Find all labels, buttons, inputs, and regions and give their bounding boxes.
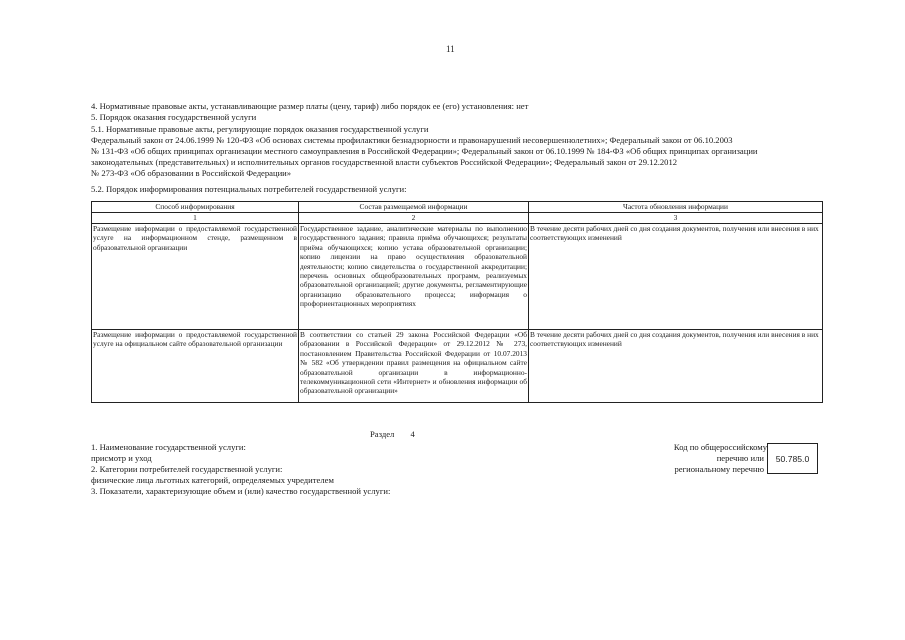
indicators-label: 3. Показатели, характеризующие объем и (или) качество государственной услуги: [91,486,391,496]
cell-content: В соответствии со статьей 29 закона Российской Федерации «Об образовании в Российской Федерации» от 29.12.2012 № 273, постановлением Правительства Российской Федерации от 10.07.2013 № 582 «Об утверждении правил размещения на официальном сайте образовательной организации в информационно-телекоммуникационной сети «Интернет» и обновления информации об образовательной организации» [299,330,529,403]
item-5-service-procedure: 5. Порядок оказания государственной услуги [91,112,257,122]
laws-line-3: законодательных (представительных) и исполнительных органов государственной власти субъектов Российской Федерации»; Федеральный закон от 29.12.2012 [91,157,678,167]
table-row [92,224,823,330]
column-number: 3 [529,213,823,224]
code-label-line-3: региональному перечню [674,464,764,474]
table-number-row [92,213,823,224]
cell-method: Размещение информации о предоставляемой государственной услуге на официальном сайте образовательной организации [92,330,299,403]
consumer-category-value: физические лица льготных категорий, определяемых учредителем [91,475,334,485]
item-4-regulatory-acts-fee: 4. Нормативные правовые акты, устанавливающие размер платы (цену, тариф) либо порядок ее (его) установления: нет [91,101,529,111]
section-label: Раздел [370,429,395,439]
service-name-label: 1. Наименование государственной услуги: [91,442,246,452]
laws-line-1: Федеральный закон от 24.06.1999 № 120-ФЗ «Об основах системы профилактики безнадзорности и правонарушений несовершеннолетних»; Федеральный закон от 06.10.2003 [91,135,733,145]
header-method: Способ информирования [92,202,299,213]
cell-frequency: В течение десяти рабочих дней со дня создания документов, получения или внесения в них соответствующих изменений [529,330,823,403]
table-row [92,330,823,403]
cell-frequency: В течение десяти рабочих дней со дня создания документов, получения или внесения в них соответствующих изменений [529,224,823,330]
page-number: 11 [446,44,455,54]
code-label-line-1: Код по общероссийскому [673,442,767,452]
laws-line-4: № 273-ФЗ «Об образовании в Российской Федерации» [91,168,292,178]
laws-line-2: № 131-ФЗ «Об общих принципах организации местного самоуправления в Российской Федерации»; Федеральный закон от 06.10.1999 № 184-ФЗ «Об общих принципах организации [91,146,758,156]
informing-table [91,201,823,403]
cell-method: Размещение информации о предоставляемой государственной услуге на информационном стенде, размещенном в образовательной организации [92,224,299,330]
section-number: 4 [410,429,415,439]
code-label-line-2: перечню или [716,453,764,463]
header-frequency: Частота обновления информации [529,202,823,213]
column-number: 1 [92,213,299,224]
item-5-1-regulatory-acts: 5.1. Нормативные правовые акты, регулирующие порядок оказания государственной услуги [91,124,429,134]
item-5-2-informing-procedure: 5.2. Порядок информирования потенциальных потребителей государственной услуги: [91,184,407,194]
code-value-box: 50.785.0 [767,443,818,474]
cell-content: Государственное задание, аналитические материалы по выполнению государственного задания; правила приёма обучающихся; результаты приёма обучающихся; копию устава образовательной организации; копию лицензии на право осуществления образовательной деятельности; копию свидетельства о государственной аккредитации; перечень основных общеобразовательных программ, реализуемых образовательной организацией; другие документы, регламентирующие организацию образовательного процесса; информация о профориентационных мероприятиях [299,224,529,330]
header-content: Состав размещаемой информации [299,202,529,213]
consumer-category-label: 2. Категории потребителей государственной услуги: [91,464,283,474]
service-name-value: присмотр и уход [91,453,152,463]
section-heading [370,429,415,439]
table-header-row [92,202,823,213]
column-number: 2 [299,213,529,224]
